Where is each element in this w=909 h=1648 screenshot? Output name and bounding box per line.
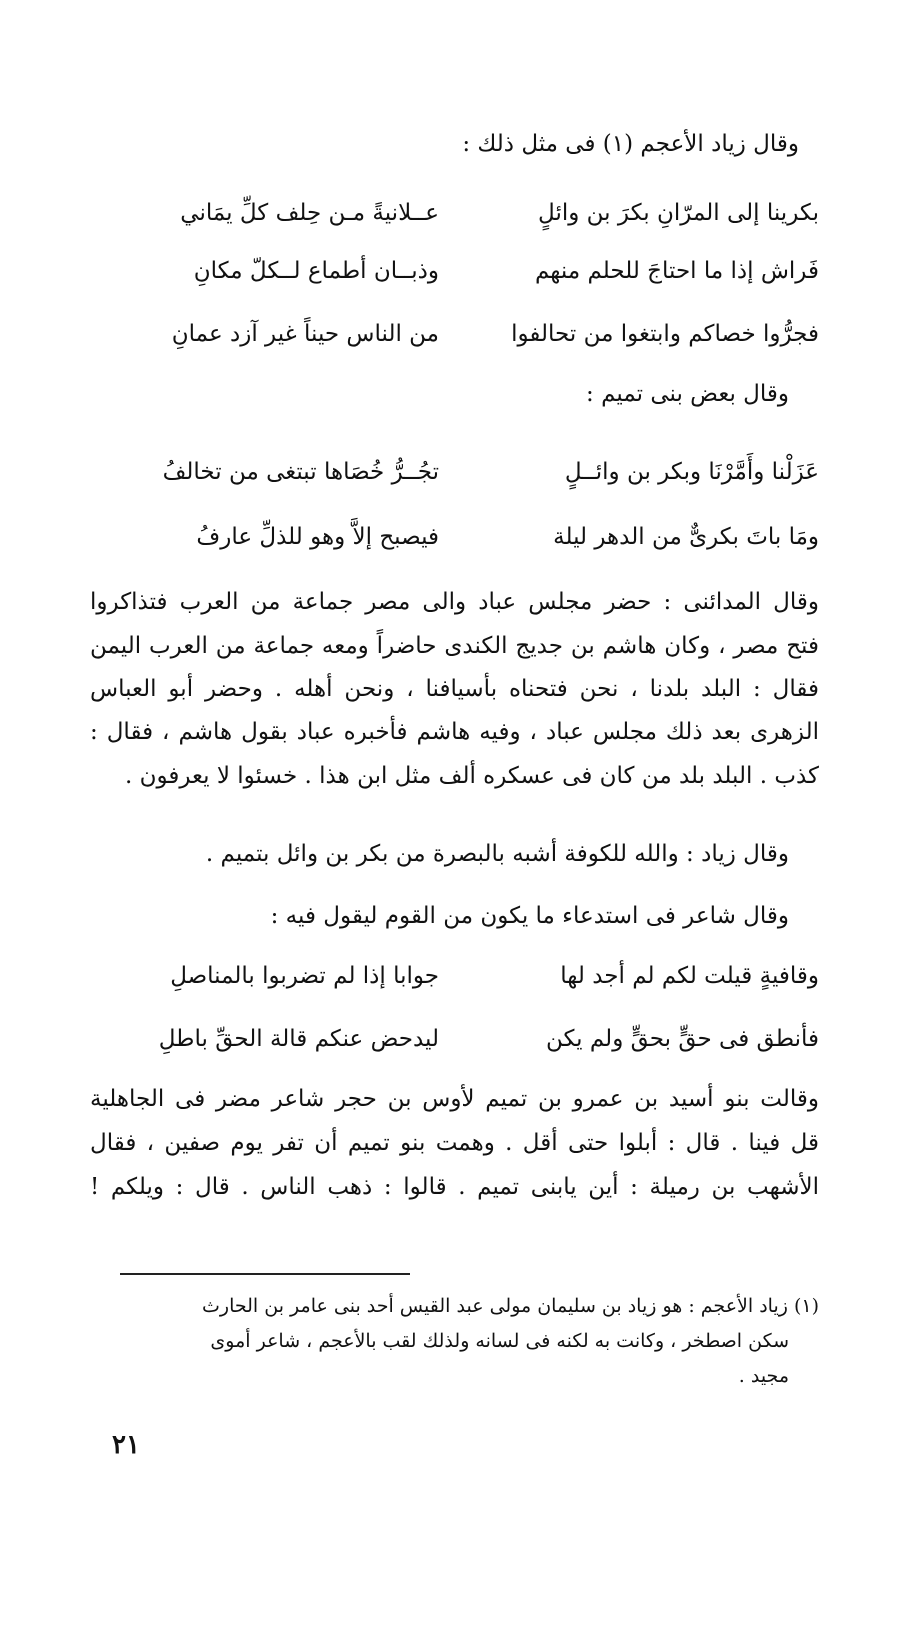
paragraph-line: فقال : البلد بلدنا ، نحن فتحناه بأسيافنا ، ونحن أهله . وحضر أبو العباس (90, 676, 819, 702)
verse-hemistich-2: من الناس حيناً غير آزد عمانِ (171, 321, 439, 347)
footnote-line: (١) زياد الأعجم : هو زياد بن سليمان مولى عبد القيس أحد بنى عامر بن الحارث (202, 1295, 819, 1317)
intro-ziyad: وقال زياد الأعجم (١) فى مثل ذلك : (462, 131, 799, 157)
footnote-line: مجيد . (738, 1365, 789, 1387)
page-number: ٢١ (112, 1430, 140, 1460)
verse-hemistich-2: فيصبح إلاَّ وهو للذلِّ عارفُ (196, 524, 439, 550)
verse-hemistich-2: وذبــان أطماع لــكلّ مكانِ (193, 258, 439, 284)
verse-hemistich-1: فَراش إذا ما احتاجَ للحلم منهم (534, 258, 819, 284)
paragraph-line: الأشهب بن رميلة : أين يابنى تميم . قالوا : ذهب الناس . قال : ويلكم ! (90, 1174, 819, 1200)
ziyad-kufa: وقال زياد : والله للكوفة أشبه بالبصرة من بكر بن وائل بتميم . (205, 841, 789, 867)
verse-hemistich-2: عــلانيةً مـن حِلف كلِّ يمَاني (180, 200, 439, 226)
verse-hemistich-2: جوابا إذا لم تضربوا بالمناصلِ (170, 963, 439, 989)
verse-hemistich-1: فأنطق فى حقٍّ بحقٍّ ولم يكن (545, 1026, 819, 1052)
footnote-divider (120, 1273, 410, 1275)
paragraph-line: كذب . البلد بلد من كان فى عسكره ألف مثل ابن هذا . خسئوا لا يعرفون . (124, 763, 819, 789)
verse-hemistich-2: ليدحض عنكم قالة الحقِّ باطلِ (158, 1026, 439, 1052)
verse-hemistich-1: عَزَلْنا وأَمَّرْنَا وبكر بن وائــلٍ (564, 459, 819, 485)
intro-shaer: وقال شاعر فى استدعاء ما يكون من القوم ليقول فيه : (270, 903, 789, 929)
paragraph-line: الزهرى بعد ذلك مجلس عباد ، وفيه هاشم فأخبره عباد بقول هاشم ، فقال : (90, 719, 819, 745)
verse-hemistich-1: بكرينا إلى المرّانِ بكرَ بن وائلٍ (538, 200, 819, 226)
verse-hemistich-1: ومَا باتَ بكرىٌّ من الدهر ليلة (553, 524, 819, 550)
paragraph-line: قل فينا . قال : أبلوا حتى أقل . وهمت بنو تميم أن تفر يوم صفين ، فقال (90, 1130, 819, 1156)
footnote-line: سكن اصطخر ، وكانت به لكنه فى لسانه ولذلك لقب بالأعجم ، شاعر أموى (210, 1330, 789, 1352)
verse-hemistich-1: فجرُّوا خصاكم وابتغوا من تحالفوا (511, 321, 819, 347)
verse-hemistich-2: تجُــرُّ خُصَاها تبتغى من تخالفُ (162, 459, 439, 485)
verse-hemistich-1: وقافيةٍ قيلت لكم لم أجد لها (560, 963, 819, 989)
paragraph-line: وقالت بنو أسيد بن عمرو بن تميم لأوس بن حجر شاعر مضر فى الجاهلية (90, 1086, 819, 1112)
paragraph-line: فتح مصر ، وكان هاشم بن جديج الكندى حاضراً ومعه جماعة من العرب اليمن (90, 633, 819, 659)
intro-tamim: وقال بعض بنى تميم : (586, 381, 789, 407)
paragraph-line: وقال المدائنى : حضر مجلس عباد والى مصر جماعة من العرب فتذاكروا (90, 589, 819, 615)
